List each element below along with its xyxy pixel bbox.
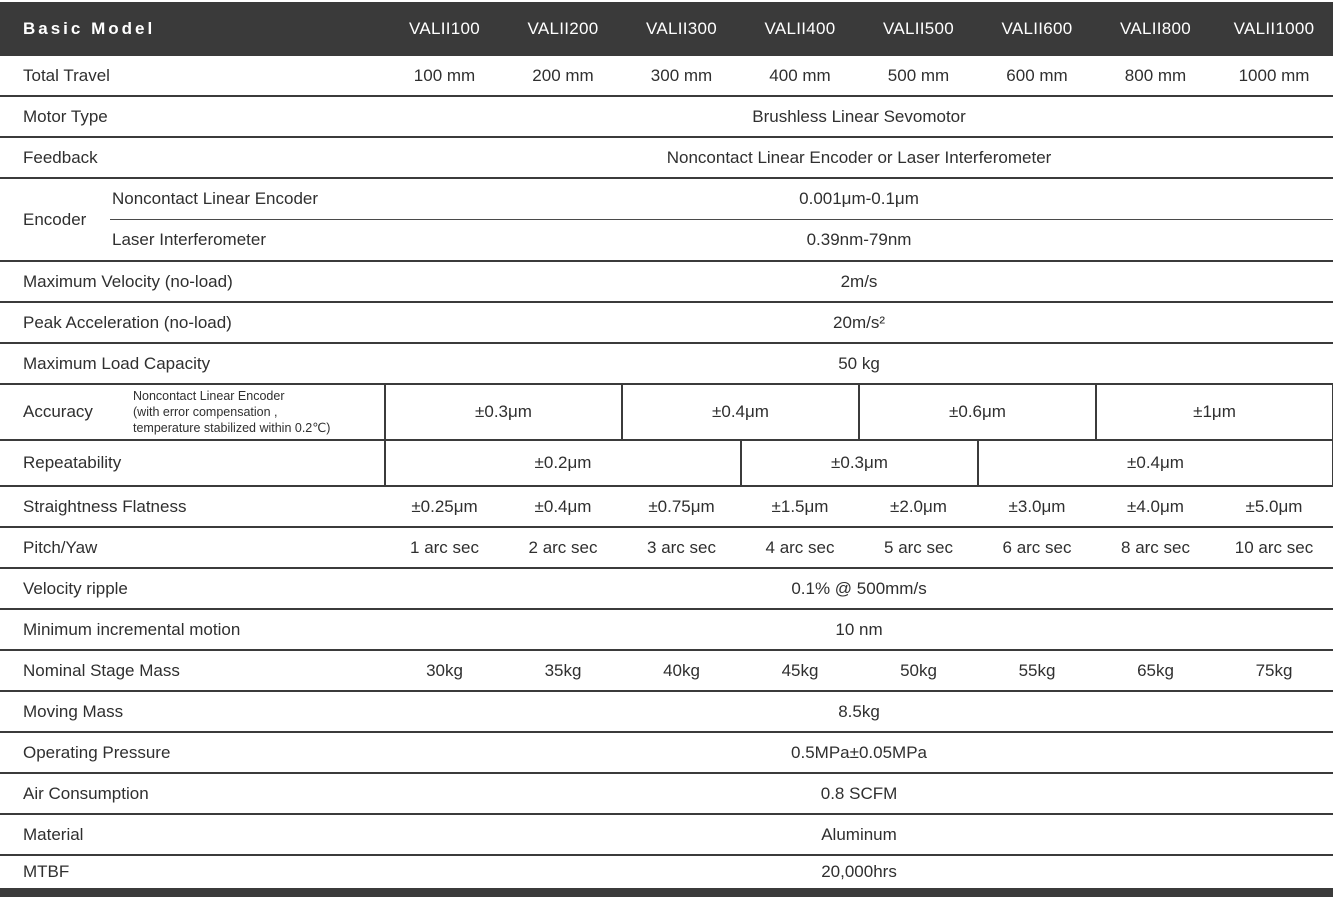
header-model-valii600: VALII600 (978, 2, 1096, 56)
spec-cell: 8.5kg (385, 691, 1333, 732)
spec-cell: Aluminum (385, 814, 1333, 855)
spec-cell: 0.8 SCFM (385, 773, 1333, 814)
header-model-valii500: VALII500 (859, 2, 978, 56)
row-label: MTBF (0, 855, 385, 889)
row-label: Motor Type (0, 96, 385, 137)
row-label: Pitch/Yaw (0, 527, 385, 568)
spec-cell: ±0.6μm (859, 384, 1096, 440)
table-footer-bar (0, 890, 1333, 897)
row-max-velocity (0, 261, 1333, 302)
spec-cell: 600 mm (978, 56, 1096, 96)
spec-cell: 45kg (741, 650, 859, 691)
row-label: Minimum incremental motion (0, 609, 385, 650)
spec-cell: 3 arc sec (622, 527, 741, 568)
spec-cell: 75kg (1215, 650, 1333, 691)
spec-cell: 65kg (1096, 650, 1215, 691)
spec-cell: 1 arc sec (385, 527, 504, 568)
row-repeatability (0, 440, 1333, 486)
row-motor-type (0, 96, 1333, 137)
spec-cell: ±5.0μm (1215, 486, 1333, 527)
spec-cell: 400 mm (741, 56, 859, 96)
spec-cell: ±3.0μm (978, 486, 1096, 527)
header-basic-model: Basic Model (0, 2, 385, 56)
row-pitch-yaw (0, 527, 1333, 568)
row-feedback (0, 137, 1333, 178)
header-model-valii800: VALII800 (1096, 2, 1215, 56)
spec-cell: 2m/s (385, 261, 1333, 302)
row-label: Nominal Stage Mass (0, 650, 385, 691)
row-encoder-linear (0, 178, 1333, 220)
spec-cell: ±0.4μm (978, 440, 1333, 486)
row-label: Accuracy (0, 384, 110, 440)
header-model-valii100: VALII100 (385, 2, 504, 56)
spec-cell: 50 kg (385, 343, 1333, 384)
row-label: Total Travel (0, 56, 385, 96)
spec-cell: Brushless Linear Sevomotor (385, 96, 1333, 137)
spec-cell: 20,000hrs (385, 855, 1333, 889)
spec-cell: 40kg (622, 650, 741, 691)
row-label: Velocity ripple (0, 568, 385, 609)
row-label: Peak Acceleration (no-load) (0, 302, 385, 343)
spec-table (0, 2, 1333, 890)
spec-cell: ±0.4μm (504, 486, 622, 527)
spec-cell: ±2.0μm (859, 486, 978, 527)
spec-cell: 8 arc sec (1096, 527, 1215, 568)
accuracy-condition-line: (with error compensation , (133, 404, 278, 419)
row-air-consumption (0, 773, 1333, 814)
accuracy-condition-line: Noncontact Linear Encoder (133, 388, 285, 403)
spec-cell: ±1.5μm (741, 486, 859, 527)
row-peak-acceleration (0, 302, 1333, 343)
spec-cell: 200 mm (504, 56, 622, 96)
row-encoder-laser (0, 220, 1333, 262)
spec-cell: 10 nm (385, 609, 1333, 650)
spec-cell: ±4.0μm (1096, 486, 1215, 527)
spec-cell: 300 mm (622, 56, 741, 96)
spec-cell: ±1μm (1096, 384, 1333, 440)
row-sublabel: Laser Interferometer (110, 220, 385, 262)
row-accuracy (0, 384, 1333, 440)
row-nominal-stage-mass (0, 650, 1333, 691)
row-total-travel (0, 56, 1333, 96)
spec-cell: 0.39nm-79nm (385, 220, 1333, 262)
row-min-incremental-motion (0, 609, 1333, 650)
row-label: Moving Mass (0, 691, 385, 732)
spec-cell: ±0.25μm (385, 486, 504, 527)
accuracy-condition-line: temperature stabilized within 0.2℃) (133, 421, 331, 436)
row-mtbf (0, 855, 1333, 889)
row-label: Material (0, 814, 385, 855)
spec-cell: 2 arc sec (504, 527, 622, 568)
spec-cell: ±0.3μm (741, 440, 978, 486)
spec-cell: 4 arc sec (741, 527, 859, 568)
row-material (0, 814, 1333, 855)
header-model-valii1000: VALII1000 (1215, 2, 1333, 56)
spec-cell: 0.1% @ 500mm/s (385, 568, 1333, 609)
header-row (0, 2, 1333, 56)
row-label: Straightness Flatness (0, 486, 385, 527)
row-label: Maximum Velocity (no-load) (0, 261, 385, 302)
spec-cell: 1000 mm (1215, 56, 1333, 96)
spec-cell: 6 arc sec (978, 527, 1096, 568)
spec-cell: 20m/s² (385, 302, 1333, 343)
header-model-valii200: VALII200 (504, 2, 622, 56)
row-sublabel: Noncontact Linear Encoder (110, 178, 385, 220)
spec-cell: Noncontact Linear Encoder or Laser Interferometer (385, 137, 1333, 178)
spec-cell: ±0.2μm (385, 440, 741, 486)
spec-cell: 800 mm (1096, 56, 1215, 96)
spec-cell: 100 mm (385, 56, 504, 96)
row-label: Feedback (0, 137, 385, 178)
row-label: Maximum Load Capacity (0, 343, 385, 384)
spec-cell: 0.5MPa±0.05MPa (385, 732, 1333, 773)
spec-cell: 30kg (385, 650, 504, 691)
spec-cell: 500 mm (859, 56, 978, 96)
row-label: Encoder (0, 178, 110, 261)
spec-cell: 0.001μm-0.1μm (385, 178, 1333, 220)
spec-cell: ±0.3μm (385, 384, 622, 440)
header-model-valii300: VALII300 (622, 2, 741, 56)
row-label: Air Consumption (0, 773, 385, 814)
spec-cell: 5 arc sec (859, 527, 978, 568)
row-straightness-flatness (0, 486, 1333, 527)
header-model-valii400: VALII400 (741, 2, 859, 56)
spec-cell: ±0.75μm (622, 486, 741, 527)
row-operating-pressure (0, 732, 1333, 773)
row-sublabel (110, 384, 385, 440)
row-max-load (0, 343, 1333, 384)
spec-cell: 55kg (978, 650, 1096, 691)
row-label: Operating Pressure (0, 732, 385, 773)
row-velocity-ripple (0, 568, 1333, 609)
row-label: Repeatability (0, 440, 385, 486)
spec-cell: 10 arc sec (1215, 527, 1333, 568)
spec-cell: ±0.4μm (622, 384, 859, 440)
spec-cell: 35kg (504, 650, 622, 691)
spec-cell: 50kg (859, 650, 978, 691)
row-moving-mass (0, 691, 1333, 732)
